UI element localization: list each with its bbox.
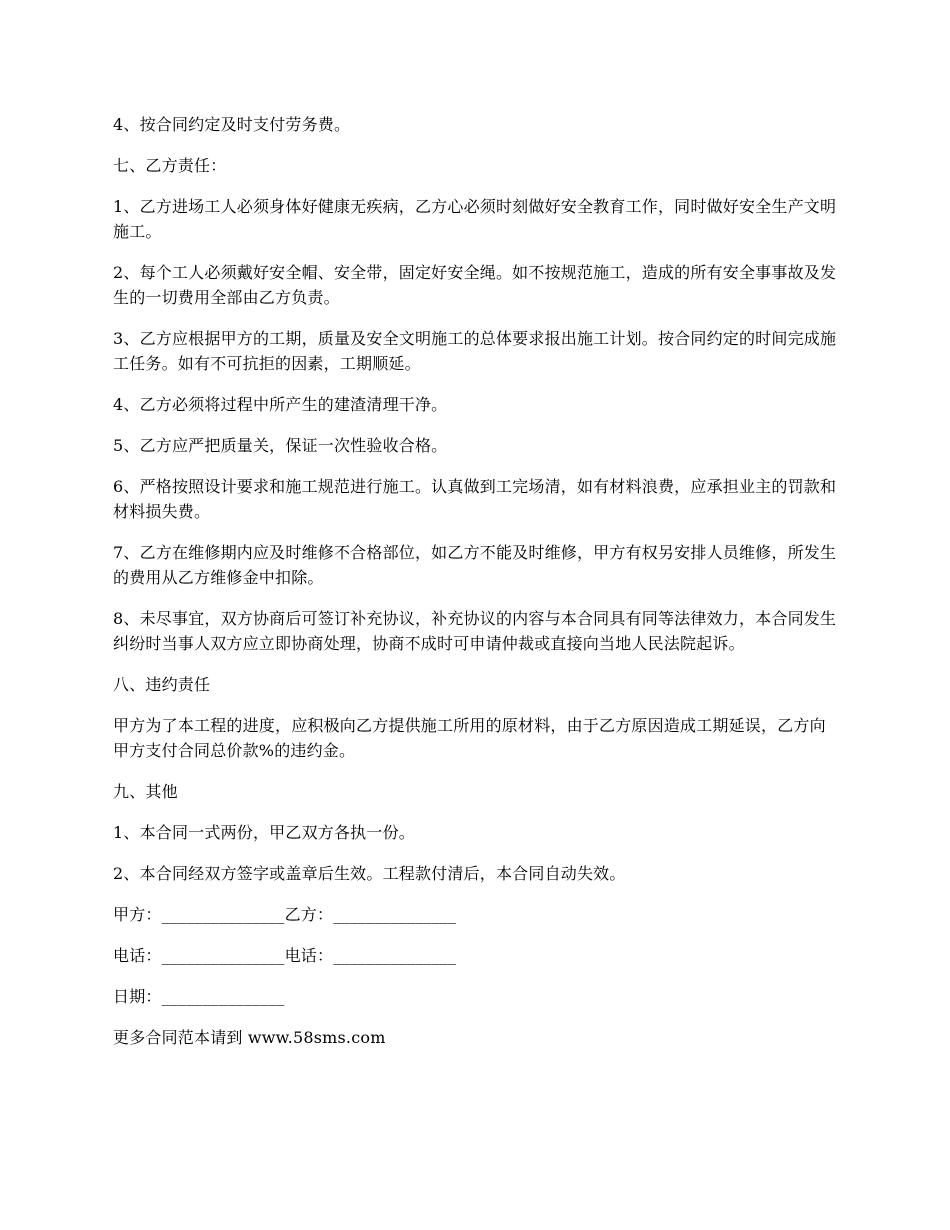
paragraph: 4、乙方必须将过程中所产生的建渣清理干净。	[113, 395, 448, 414]
signature-line-date: 日期：_______________	[113, 987, 285, 1006]
signature-line-party: 甲方：_______________乙方：_______________	[113, 905, 457, 924]
document-page	[113, 112, 841, 1066]
paragraph: 3、乙方应根据甲方的工期，质量及安全文明施工的总体要求报出施工计划。按合同约定的时间完成施工任务。如有不可抗拒的因素，工期顺延。	[113, 329, 837, 373]
paragraph: 7、乙方在维修期内应及时维修不合格部位，如乙方不能及时维修，甲方有权另安排人员维修，所发生的费用从乙方维修金中扣除。	[113, 543, 837, 587]
section-heading: 九、其他	[113, 782, 178, 801]
section-heading: 八、违约责任	[113, 675, 211, 694]
paragraph: 1、本合同一式两份，甲乙双方各执一份。	[113, 823, 415, 842]
signature-line-phone: 电话：_______________电话：_______________	[113, 946, 457, 965]
paragraph: 2、本合同经双方签字或盖章后生效。工程款付清后，本合同自动失效。	[113, 864, 626, 883]
section-heading: 七、乙方责任：	[113, 156, 227, 175]
paragraph: 甲方为了本工程的进度，应积极向乙方提供施工所用的原材料，由于乙方原因造成工期延误，乙方向甲方支付合同总价款%的违约金。	[113, 716, 826, 760]
paragraph: 8、未尽事宜，双方协商后可签订补充协议，补充协议的内容与本合同具有同等法律效力，本合同发生纠纷时当事人双方应立即协商处理，协商不成时可申请仲裁或直接向当地人民法院起诉。	[113, 609, 837, 653]
footer-note: 更多合同范本请到 www.58sms.com	[113, 1028, 386, 1047]
paragraph: 4、按合同约定及时支付劳务费。	[113, 115, 351, 134]
paragraph: 1、乙方进场工人必须身体好健康无疾病，乙方心必须时刻做好安全教育工作，同时做好安全生产文明施工。	[113, 197, 837, 241]
paragraph: 2、每个工人必须戴好安全帽、安全带，固定好安全绳。如不按规范施工，造成的所有安全事事故及发生的一切费用全部由乙方负责。	[113, 263, 837, 307]
paragraph: 5、乙方应严把质量关，保证一次性验收合格。	[113, 436, 448, 455]
paragraph: 6、严格按照设计要求和施工规范进行施工。认真做到工完场清，如有材料浪费，应承担业主的罚款和材料损失费。	[113, 477, 837, 521]
